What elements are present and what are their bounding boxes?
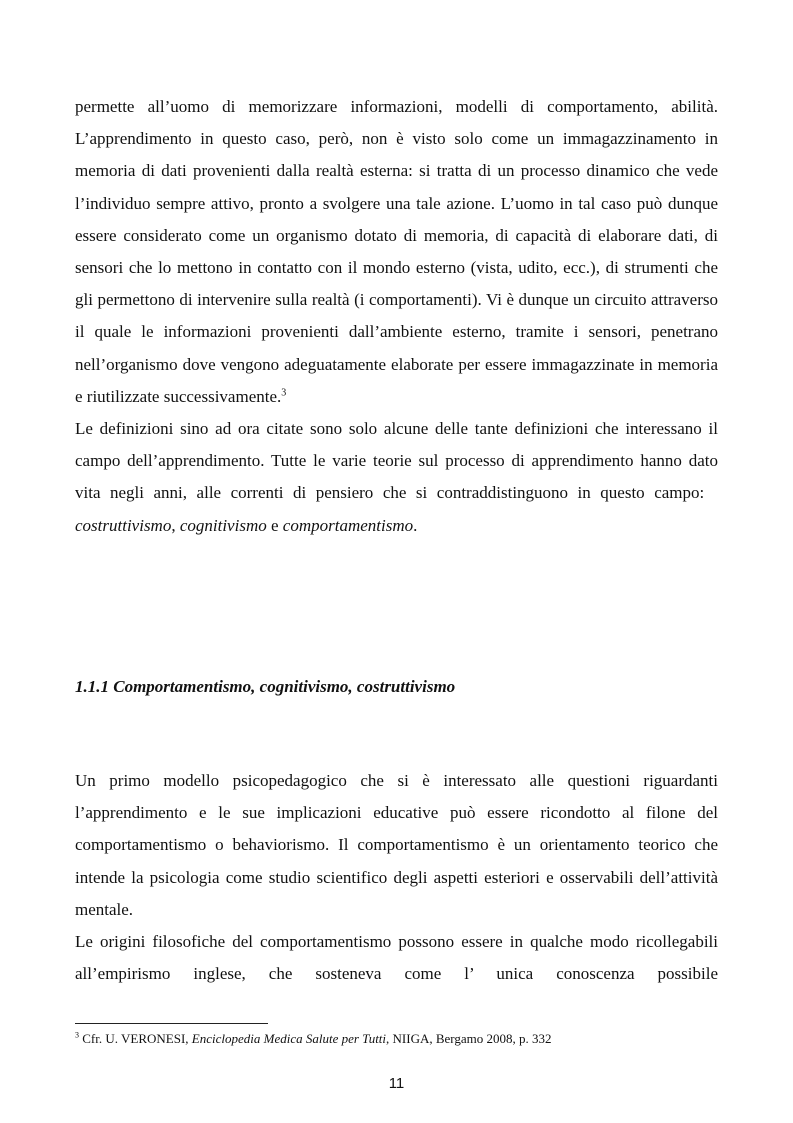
term-costruttivismo: costruttivismo bbox=[75, 515, 172, 535]
paragraph-3: Un primo modello psicopedagogico che si è interessato alle questioni riguardanti l’apprendimento e le sue implicazioni educative può essere ricondotto al filone del comportamentismo o behaviorismo. Il comportamentismo è un orientamento teorico che intende la psicologia come studio scientifico degli aspetti esteriori e osservabili dell’attività mentale. bbox=[75, 771, 718, 919]
body-text-top bbox=[75, 91, 718, 542]
paragraph-4: Le origini filosofiche del comportamentismo possono essere in qualche modo ricollegabili all’empirismo inglese, che sosteneva come l’ unica conoscenza possibile bbox=[75, 932, 718, 984]
footnote-title: Enciclopedia Medica Salute per Tutti bbox=[191, 1031, 387, 1046]
term-cognitivismo: cognitivismo bbox=[179, 515, 267, 535]
separator-1: , bbox=[171, 515, 180, 535]
paragraph-1 bbox=[75, 91, 718, 413]
footnote-prefix: Cfr. U. VERONESI, bbox=[79, 1031, 192, 1046]
paragraph-2 bbox=[75, 413, 718, 542]
body-text-bottom bbox=[75, 765, 718, 990]
separator-2: e bbox=[266, 515, 283, 535]
section-heading: 1.1.1 Comportamentismo, cognitivismo, costruttivismo bbox=[75, 677, 456, 696]
paragraph-1-text: permette all’uomo di memorizzare informazioni, modelli di comportamento, abilità. L’apprendimento in questo caso, però, non è visto solo come un immagazzinamento in memoria di dati provenienti dalla realtà esterna: si tratta di un processo dinamico che vede l’individuo sempre attivo, pronto a svolgere una tale azione. L’uomo in tal caso può dunque essere considerato come un organismo dotato di memoria, di capacità di elaborare dati, di sensori che lo mettono in contatto con il mondo esterno (vista, udito, ecc.), di strumenti che gli permettono di intervenire sulla realtà (i comportamenti). Vi è dunque un circuito attraverso il quale le informazioni provenienti dall’ambiente esterno, tramite i sensori, penetrano nell’organismo dove vengono adeguatamente elaborate per essere immagazzinate in memoria e riutilizzate successivamente. bbox=[75, 97, 718, 406]
footnote bbox=[75, 1031, 718, 1047]
page-number: 11 bbox=[388, 1075, 405, 1092]
footnote-number: 3 bbox=[75, 1030, 79, 1040]
footnote-reference[interactable]: 3 bbox=[281, 387, 287, 399]
term-comportamentismo: comportamentismo bbox=[282, 515, 414, 535]
paragraph-2-end: . bbox=[413, 515, 418, 535]
paragraph-2-text: Le definizioni sino ad ora citate sono solo alcune delle tante definizioni che interessano il campo dell’apprendimento. Tutte le varie teorie sul processo di apprendimento hanno dato vita negli anni, alle correnti di pensiero che si contraddistinguono in questo campo: bbox=[75, 419, 718, 503]
footnote-suffix: , NIIGA, Bergamo 2008, p. 332 bbox=[386, 1031, 552, 1046]
footnote-divider bbox=[75, 1023, 268, 1024]
